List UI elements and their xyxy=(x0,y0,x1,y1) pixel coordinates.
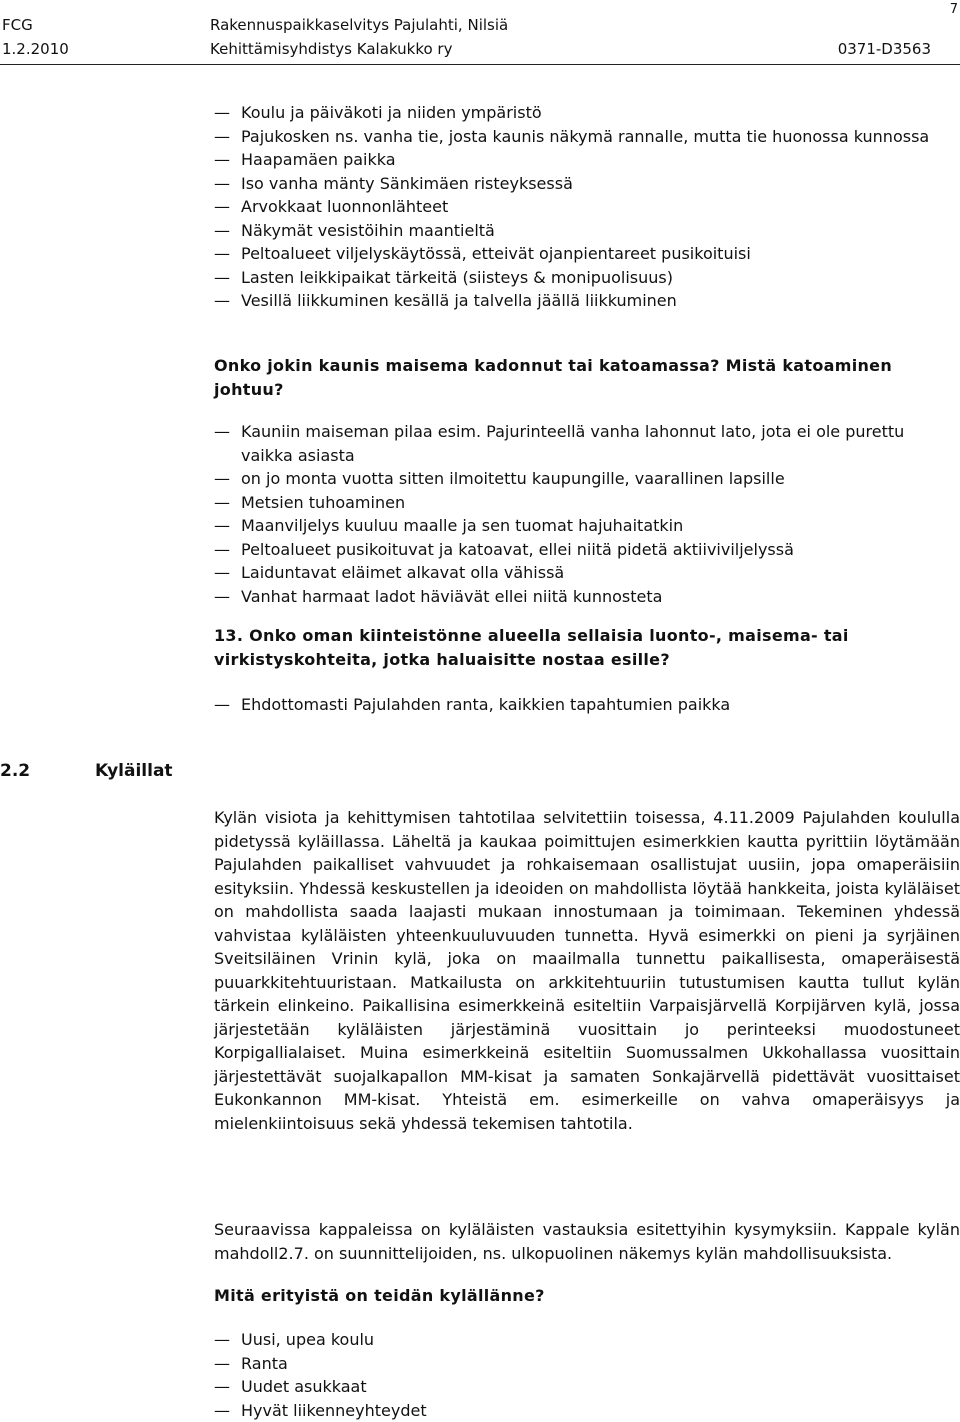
list-item: — Hyvät liikenneyhteydet xyxy=(214,1399,960,1422)
list-item: — Arvokkaat luonnonlähteet xyxy=(214,195,960,219)
paragraph-village-evenings: Kylän visiota ja kehittymisen tahtotilaa selvitettiin toisessa, 4.11.2009 Pajulahden koululla pidetyssä kyläillassa. Läheltä ja kaukaa poimittujen esimerkkien kautta pyrittiin löytämään Pajulahden paikalliset vahvuudet ja rohkaisemaan osallistujat uusiin, jopa omaperäisiin esityksiin. Yhdessä keskustellen ja ideoiden on mahdollista löytää hankkeita, joista kyläläiset on mahdollista saada laajasti mukaan innostumaan ja toimimaan. Tekeminen yhdessä vahvistaa kyläläisten yhteenkuuluvuuden tunnetta. Hyvä esimerkki on pieni ja syrjäinen Sveitsiläinen Vrinin kylä, joka on maailmalla tunnettu paikallisesta, omaperäisestä puuarkkitehtuuristaan. Matkailusta on arkkitehtuuriin tutustumisen kautta tullut kylän tärkein elinkeino. Paikallisina esimerkkeinä esiteltiin Varpaisjärvellä Korpijärven kylä, jossa järjestetään kyläläisten järjestäminä vuosittain jo perinteeksi muodostuneet Korpigallialaiset. Muina esimerkkeinä esiteltiin Suomussalmen Ukkohallassa vuosittain järjestettävät suojalkapallon MM-kisat ja samaten Sonkajärvellä pidettävät vuosittaiset Eukonkannon MM-kisat. Yhteistä em. esimerkeille on vahva omaperäisyys ja mielenkiintoisuus sekä yhdessä tekemisen tahtotila. xyxy=(214,806,960,1135)
question-lost-landscape: Onko jokin kaunis maisema kadonnut tai katoamassa? Mistä katoaminen johtuu? xyxy=(214,354,960,401)
section-title: Kyläillat xyxy=(95,761,173,781)
list-item: — Vesillä liikkuminen kesällä ja talvella jäällä liikkuminen xyxy=(214,289,960,313)
header-date: 1.2.2010 xyxy=(2,40,69,58)
list-landscape-sites xyxy=(214,101,960,313)
list-item: — on jo monta vuotta sitten ilmoitettu kaupungille, vaarallinen lapsille xyxy=(214,467,960,491)
list-item: — Lasten leikkipaikat tärkeitä (siisteys & monipuolisuus) xyxy=(214,266,960,290)
list-item: — Iso vanha mänty Sänkimäen risteyksessä xyxy=(214,172,960,196)
list-village-specials xyxy=(214,1328,960,1422)
list-item: — Haapamäen paikka xyxy=(214,148,960,172)
section-number: 2.2 xyxy=(0,761,95,781)
list-item: — Laiduntavat eläimet alkavat olla vähissä xyxy=(214,561,960,585)
question-special-in-village: Mitä erityistä on teidän kylällänne? xyxy=(214,1284,960,1308)
list-item: — Kauniin maiseman pilaa esim. Pajurinteellä vanha lahonnut lato, jota ei ole purettu vaikka asiasta xyxy=(214,420,960,467)
list-item: — Ranta xyxy=(214,1352,960,1376)
list-item: — Koulu ja päiväkoti ja niiden ympäristö xyxy=(214,101,960,125)
section-heading xyxy=(0,761,173,781)
list-item: — Näkymät vesistöihin maantieltä xyxy=(214,219,960,243)
list-item: — Maanviljelys kuuluu maalle ja sen tuomat hajuhaitatkin xyxy=(214,514,960,538)
paragraph-following-chapters: Seuraavissa kappaleissa on kyläläisten vastauksia esitettyihin kysymyksiin. Kappale kylän mahdoll2.7. on suunnittelijoiden, ns. ulkopuolinen näkemys kylän mahdollisuuksista. xyxy=(214,1218,960,1265)
list-item: — Ehdottomasti Pajulahden ranta, kaikkien tapahtumien paikka xyxy=(214,693,960,717)
list-item: — Metsien tuhoaminen xyxy=(214,491,960,515)
header-title: Rakennuspaikkaselvitys Pajulahti, Nilsiä xyxy=(210,16,508,34)
list-item: — Peltoalueet pusikoituvat ja katoavat, ellei niitä pidetä aktiiviviljelyssä xyxy=(214,538,960,562)
list-item: — Pajukosken ns. vanha tie, josta kaunis näkymä rannalle, mutta tie huonossa kunnossa xyxy=(214,125,960,149)
question-property-sites: 13. Onko oman kiinteistönne alueella sellaisia luonto-, maisema- tai virkistyskohteita, jotka haluaisitte nostaa esille? xyxy=(214,624,960,671)
list-item: — Uudet asukkaat xyxy=(214,1375,960,1399)
header-subtitle: Kehittämisyhdistys Kalakukko ry xyxy=(210,40,452,58)
header-divider xyxy=(0,64,960,65)
list-property-sites xyxy=(214,693,960,717)
header-code: 0371-D3563 xyxy=(838,40,931,58)
list-item: — Peltoalueet viljelyskäytössä, etteivät ojanpientareet pusikoituisi xyxy=(214,242,960,266)
list-lost-landscape xyxy=(214,420,960,608)
page-number: 7 xyxy=(950,2,958,17)
list-item: — Vanhat harmaat ladot häviävät ellei niitä kunnosteta xyxy=(214,585,960,609)
list-item: — Uusi, upea koulu xyxy=(214,1328,960,1352)
header-org: FCG xyxy=(2,16,33,34)
